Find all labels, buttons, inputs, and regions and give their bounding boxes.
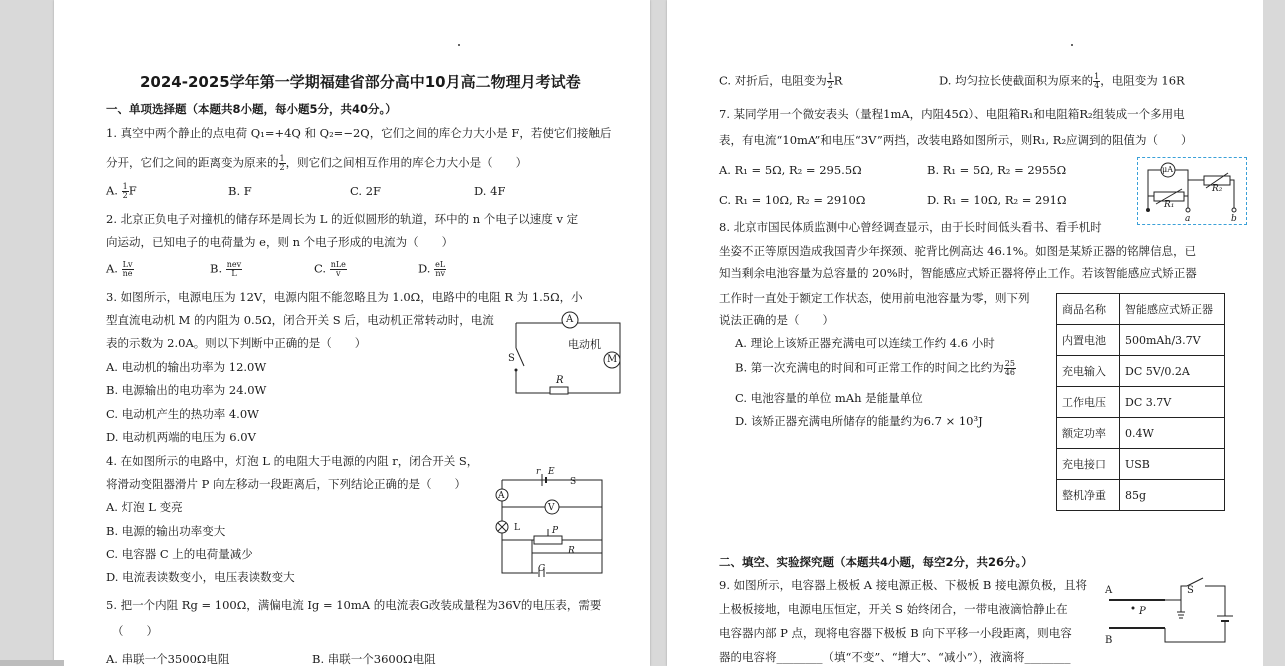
section-2-heading: 二、填空、实验探究题（本题共4小题，每空2分，共26分。） — [719, 555, 1033, 569]
q1-line2: 分开，它们之间的距离变为原来的 $\frac{1}{2}$ ，则它们之间相互作用的库仑力大小是（ ） — [106, 154, 528, 172]
q4-line2: 将滑动变阻器滑片 P 向左移动一段距离后，下列结论正确的是（ ） — [106, 477, 467, 491]
q4-option-c: C. 电容器 C 上的电荷量减少 — [106, 547, 253, 561]
q1-option-c: C. 2F — [350, 184, 381, 198]
q8-line1: 8. 北京市国民体质监测中心曾经调查显示，由于长时间低头看书、看手机时 — [719, 220, 1102, 234]
q3-line3: 表的示数为 2.0A。则以下判断中正确的是（ ） — [106, 336, 367, 350]
q9-line2: 上极板接地，电源电压恒定，开关 S 始终闭合，一带电液滴恰静止在 — [719, 602, 1068, 616]
q1-line1: 1. 真空中两个静止的点电荷 Q₁=+4Q 和 Q₂=−2Q，它们之间的库仑力大小是 F，若使它们接触后 — [106, 126, 612, 140]
nameplate-table — [1056, 293, 1225, 511]
terminal-b: b — [1231, 214, 1237, 224]
q4-emf: E — [548, 467, 555, 477]
table-row: 额定功率 0.4W — [1057, 418, 1225, 449]
terminal-a: a — [1185, 214, 1191, 224]
horizontal-scrollbar[interactable] — [0, 660, 64, 666]
q3-circuit-diagram — [508, 308, 628, 398]
q7-line1: 7. 某同学用一个微安表头（量程1mA，内阻45Ω）、电阻箱R₁和电阻箱R₂组装成一个多用电 — [719, 107, 1185, 121]
table-row: 整机净重 85g — [1057, 480, 1225, 511]
q4-line1: 4. 在如图所示的电路中，灯泡 L 的电阻大于电源的内阻 r，闭合开关 S， — [106, 454, 479, 468]
motor-symbol: M — [607, 354, 618, 365]
exam-title: 2024-2025学年第一学期福建省部分高中10月高二物理月考试卷 — [140, 73, 581, 91]
motor-label: 电动机 — [568, 338, 601, 351]
q2-option-a: A. $\frac{Lv}{ne}$ — [106, 260, 133, 278]
q4-ammeter: A — [498, 491, 505, 501]
switch-s-label: S — [1187, 585, 1194, 596]
q7-option-c: C. R₁ = 10Ω, R₂ = 2910Ω — [719, 193, 866, 207]
q6-option-d: D. 均匀拉长使截面积为原来的 $\frac{1}{4}$ ，电阻变为 16R — [939, 72, 1185, 90]
q8-line5: 说法正确的是（ ） — [719, 313, 834, 327]
q3-option-b: B. 电源输出的电功率为 24.0W — [106, 383, 267, 397]
q3-line2: 型直流电动机 M 的内阻为 0.5Ω，闭合开关 S 后，电动机正常转动时，电流 — [106, 313, 494, 327]
q3-line1: 3. 如图所示，电源电压为 12V，电源内阻不能忽略且为 1.0Ω，电路中的电阻 R 为 1.5Ω，小 — [106, 290, 583, 304]
q4-option-a: A. 灯泡 L 变亮 — [106, 500, 183, 514]
q1-option-d: D. 4F — [474, 184, 506, 198]
q4-circuit-diagram — [492, 465, 608, 577]
q5-option-a: A. 串联一个3500Ω电阻 — [106, 652, 230, 666]
q3-option-c: C. 电动机产生的热功率 4.0W — [106, 407, 259, 421]
table-row: 内置电池 500mAh/3.7V — [1057, 325, 1225, 356]
q9-line1: 9. 如图所示，电容器上极板 A 接电源正极、下极板 B 接电源负极，且将 — [719, 578, 1088, 592]
q5-option-b: B. 串联一个3600Ω电阻 — [312, 652, 436, 666]
q1-option-b: B. F — [228, 184, 252, 198]
q7-option-b: B. R₁ = 5Ω, R₂ = 2955Ω — [927, 163, 1067, 177]
q4-slider: P — [552, 526, 559, 536]
q5-line2: （ ） — [112, 624, 158, 638]
q8-option-d: D. 该矫正器充满电所储存的能量约为6.7 × 10³J — [735, 414, 983, 428]
q1-option-a: A. $\frac{1}{2}$ F — [106, 182, 137, 200]
q3-option-d: D. 电动机两端的电压为 6.0V — [106, 430, 256, 444]
q2-line2: 向运动，已知电子的电荷量为 e，则 n 个电子形成的电流为（ ） — [106, 235, 454, 249]
q9-capacitor-diagram — [1091, 572, 1241, 666]
q4-option-d: D. 电流表读数变小，电压表读数变大 — [106, 570, 295, 584]
q4-rheostat: R — [568, 546, 575, 556]
right-margin — [1263, 0, 1285, 666]
ammeter-symbol: A — [566, 314, 574, 325]
q4-capacitor: C — [538, 564, 545, 574]
q8-line2: 坐姿不正等原因造成我国青少年探颈、驼背比例高达 46.1%。如图是某矫正器的铭牌信息，已 — [719, 244, 1197, 258]
q6-option-c: C. 对折后，电阻变为 $\frac{1}{2}$ R — [719, 72, 843, 90]
q1-fraction: $\frac{1}{2}$ — [279, 154, 285, 172]
r1-label: R₁ — [1164, 200, 1175, 210]
left-margin — [0, 0, 54, 666]
microammeter-symbol: μA — [1162, 165, 1173, 174]
point-p-label: P — [1139, 606, 1146, 617]
q8-line4: 工作时一直处于额定工作状态，使用前电池容量为零，则下列 — [719, 291, 1030, 305]
table-row: 商品名称 智能感应式矫正器 — [1057, 294, 1225, 325]
page-left — [54, 0, 650, 666]
q4-voltmeter: V — [548, 503, 555, 513]
q2-line1: 2. 北京正负电子对撞机的储存环是周长为 L 的近似圆形的轨道，环中的 n 个电子以速度 v 定 — [106, 212, 579, 226]
page-right — [667, 0, 1263, 666]
q8-option-c: C. 电池容量的单位 mAh 是能量单位 — [735, 391, 923, 405]
q4-option-b: B. 电源的输出功率变大 — [106, 524, 226, 538]
q4-lamp: L — [514, 523, 520, 533]
switch-label: S — [508, 353, 515, 364]
q9-line3: 电容器内部 P 点，现将电容器下极板 B 向下平移一小段距离，则电容 — [719, 626, 1072, 640]
q7-option-d: D. R₁ = 10Ω, R₂ = 291Ω — [927, 193, 1067, 207]
q5-line1: 5. 把一个内阻 Rg = 100Ω，满偏电流 Ig = 10mA 的电流表G改装成量程为36V的电压表，需要 — [106, 598, 602, 612]
q8-option-a: A. 理论上该矫正器充满电可以连续工作约 4.6 小时 — [735, 336, 995, 350]
table-row: 充电接口 USB — [1057, 449, 1225, 480]
q2-option-b: B. $\frac{\text{nev}}{L}$ — [210, 260, 242, 278]
section-1-heading: 一、单项选择题（本题共8小题，每小题5分，共40分。） — [106, 102, 397, 116]
q2-option-d: D. $\frac{eL}{nv}$ — [418, 260, 446, 278]
resistor-label: R — [556, 375, 564, 386]
q2-option-c: C. $\frac{\text{nLe}}{v}$ — [314, 260, 346, 278]
q9-line4: 器的电容将________（填“不变”、“增大”、“减小”），液滴将________ — [719, 650, 1071, 664]
page-mark — [1071, 44, 1073, 46]
q7-circuit-diagram — [1137, 157, 1247, 225]
q7-line2: 表，有电流“10mA”和电压“3V”两挡，改装电路如图所示，则R₁, R₂应调到的阻值为（ ） — [719, 133, 1193, 147]
r2-label: R₂ — [1212, 184, 1223, 194]
q8-option-b: B. 第一次充满电的时间和可正常工作的时间之比约为 $\frac{25}{46}$ — [735, 359, 1015, 377]
q4-internal-r: r — [536, 467, 541, 477]
q3-option-a: A. 电动机的输出功率为 12.0W — [106, 360, 267, 374]
plate-b-label: B — [1105, 635, 1113, 646]
table-row: 工作电压 DC 3.7V — [1057, 387, 1225, 418]
table-row: 充电输入 DC 5V/0.2A — [1057, 356, 1225, 387]
q8-line3: 知当剩余电池容量为总容量的 20%时，智能感应式矫正器将停止工作。若该智能感应式矫正器 — [719, 266, 1197, 280]
page-mark — [458, 44, 460, 46]
q7-option-a: A. R₁ = 5Ω, R₂ = 295.5Ω — [719, 163, 862, 177]
plate-a-label: A — [1105, 585, 1113, 596]
q4-switch: S — [570, 477, 577, 487]
